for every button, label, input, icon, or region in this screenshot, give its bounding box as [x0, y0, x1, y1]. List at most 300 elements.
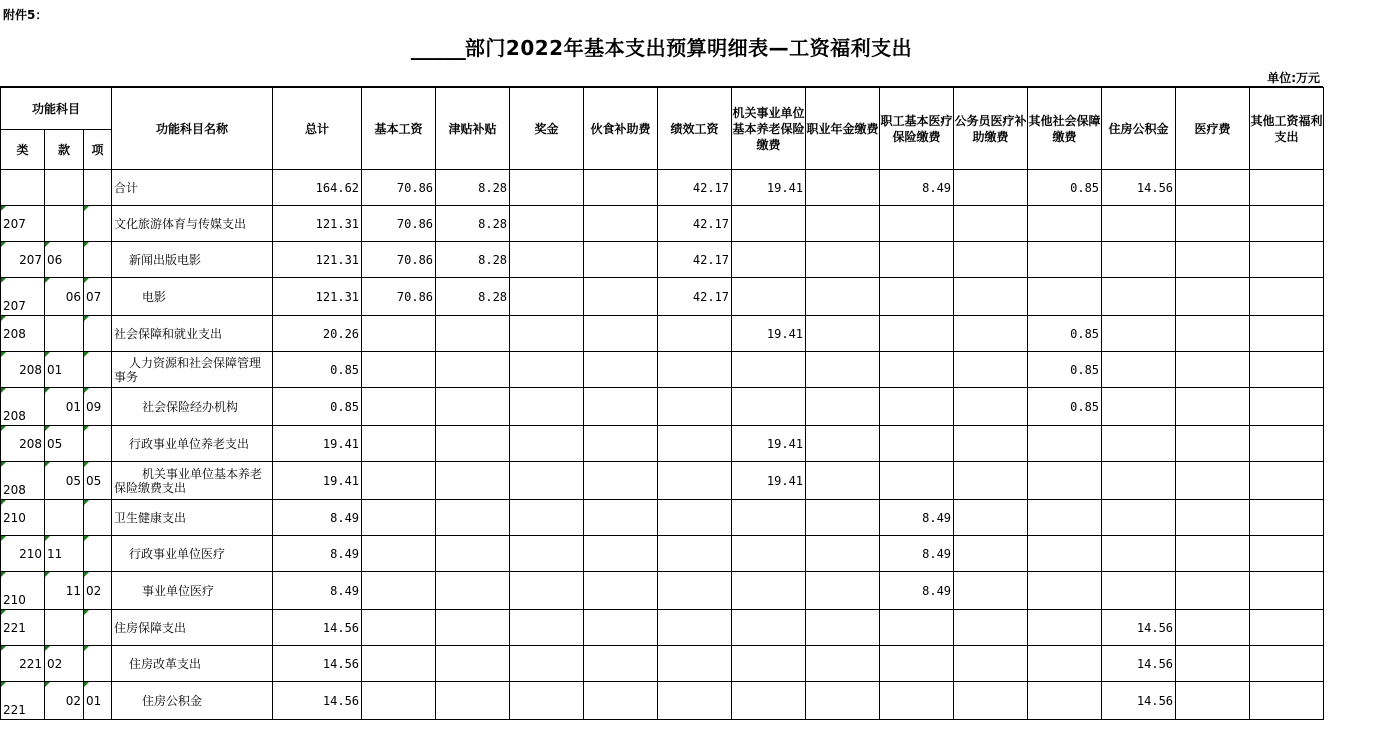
cell-value [1028, 242, 1102, 278]
cell-value [806, 388, 880, 426]
cell-value [1176, 536, 1250, 572]
cell-value [1102, 206, 1176, 242]
cell-value [954, 206, 1028, 242]
text-number-marker [45, 572, 50, 577]
cell-value [436, 426, 510, 462]
cell-xiang [84, 278, 112, 316]
cell-value [954, 170, 1028, 206]
header-xiang: 项 [84, 130, 112, 170]
cell-value [362, 352, 436, 388]
cell-value [1176, 572, 1250, 610]
text-number-marker [84, 352, 89, 357]
cell-value [1176, 206, 1250, 242]
cell-value [1250, 242, 1324, 278]
cell-value [584, 316, 658, 352]
cell-value [806, 462, 880, 500]
cell-value [732, 610, 806, 646]
cell-lei [1, 278, 45, 316]
cell-value: 42.17 [658, 206, 732, 242]
text-number-marker [1, 610, 6, 615]
cell-func-name-text: 行政事业单位养老支出 [129, 436, 250, 451]
header-lei: 类 [1, 130, 45, 170]
cell-func-name [112, 610, 273, 646]
cell-value [954, 536, 1028, 572]
cell-value: 19.41 [273, 462, 362, 500]
cell-value: 164.62 [273, 170, 362, 206]
cell-value [1250, 316, 1324, 352]
cell-func-name-text: 电影 [142, 289, 167, 304]
cell-value: 14.56 [1102, 682, 1176, 720]
cell-kuan-text: 06 [47, 252, 63, 267]
cell-value [658, 462, 732, 500]
cell-value [1250, 388, 1324, 426]
cell-value [510, 242, 584, 278]
cell-value [510, 278, 584, 316]
cell-value [584, 278, 658, 316]
cell-value [584, 426, 658, 462]
cell-func-name [112, 170, 273, 206]
cell-xiang [84, 646, 112, 682]
cell-value: 0.85 [1028, 170, 1102, 206]
table-header [1, 88, 1324, 170]
header-col: 总计 [273, 88, 362, 170]
cell-value [880, 352, 954, 388]
cell-value [1250, 278, 1324, 316]
cell-value [658, 646, 732, 682]
cell-value [1176, 388, 1250, 426]
cell-func-name-text: 行政事业单位医疗 [129, 546, 226, 561]
cell-value [510, 388, 584, 426]
cell-value [1250, 170, 1324, 206]
cell-lei [1, 316, 45, 352]
table-row [1, 426, 1324, 462]
cell-value [1028, 206, 1102, 242]
cell-value [362, 462, 436, 500]
cell-value [806, 682, 880, 720]
cell-value: 0.85 [273, 388, 362, 426]
cell-lei-text: 207 [19, 252, 42, 267]
cell-value [362, 536, 436, 572]
cell-lei-text: 207 [3, 216, 26, 231]
cell-value [436, 536, 510, 572]
cell-value [806, 352, 880, 388]
cell-lei [1, 426, 45, 462]
cell-value [584, 536, 658, 572]
cell-value [806, 426, 880, 462]
header-col: 伙食补助费 [584, 88, 658, 170]
cell-value [954, 352, 1028, 388]
cell-value [1250, 682, 1324, 720]
cell-value [584, 500, 658, 536]
cell-value [880, 278, 954, 316]
cell-value [362, 316, 436, 352]
cell-kuan [45, 388, 84, 426]
cell-value [954, 572, 1028, 610]
text-number-marker [84, 278, 89, 283]
text-number-marker [1, 278, 6, 283]
cell-value: 42.17 [658, 278, 732, 316]
text-number-marker [84, 388, 89, 393]
cell-value [436, 352, 510, 388]
cell-value [436, 388, 510, 426]
cell-value [1176, 170, 1250, 206]
cell-value [1102, 536, 1176, 572]
table-row [1, 462, 1324, 500]
cell-value [1028, 462, 1102, 500]
cell-value [1102, 316, 1176, 352]
attachment-label: 附件5： [3, 8, 48, 22]
text-number-marker [84, 462, 89, 467]
cell-value [584, 462, 658, 500]
cell-value [510, 206, 584, 242]
cell-value [954, 426, 1028, 462]
cell-value [584, 610, 658, 646]
cell-value: 14.56 [1102, 646, 1176, 682]
cell-kuan [45, 426, 84, 462]
text-number-marker [84, 610, 89, 615]
cell-kuan [45, 206, 84, 242]
cell-kuan-text: 06 [65, 289, 81, 304]
cell-func-name [112, 206, 273, 242]
table-row [1, 572, 1324, 610]
cell-value [1028, 682, 1102, 720]
header-col: 其他工资福利支出 [1250, 88, 1324, 170]
cell-xiang [84, 206, 112, 242]
cell-value [732, 242, 806, 278]
text-number-marker [45, 278, 50, 283]
cell-func-name-text: 合计 [114, 180, 139, 195]
cell-kuan [45, 610, 84, 646]
cell-value: 8.28 [436, 170, 510, 206]
text-number-marker [84, 500, 89, 505]
cell-value [732, 278, 806, 316]
cell-value [1102, 426, 1176, 462]
unit-label: 单位:万元 [1267, 71, 1320, 85]
cell-value [510, 536, 584, 572]
text-number-marker [1, 242, 6, 247]
cell-value [1102, 462, 1176, 500]
cell-value [806, 242, 880, 278]
text-number-marker [1, 426, 6, 431]
header-col: 奖金 [510, 88, 584, 170]
table-body [1, 170, 1324, 720]
text-number-marker [84, 646, 89, 651]
cell-value [880, 426, 954, 462]
cell-value: 8.49 [880, 536, 954, 572]
cell-value: 8.28 [436, 242, 510, 278]
cell-xiang-text: 02 [86, 583, 102, 598]
text-number-marker [45, 426, 50, 431]
cell-kuan [45, 278, 84, 316]
cell-func-name [112, 426, 273, 462]
table-row [1, 206, 1324, 242]
cell-value [584, 646, 658, 682]
cell-value [1028, 610, 1102, 646]
text-number-marker [1, 352, 6, 357]
cell-value [1176, 278, 1250, 316]
cell-func-name [112, 646, 273, 682]
cell-value [1176, 646, 1250, 682]
cell-value [362, 572, 436, 610]
cell-kuan [45, 462, 84, 500]
cell-value: 70.86 [362, 206, 436, 242]
cell-func-name [112, 572, 273, 610]
cell-value [584, 206, 658, 242]
cell-value [510, 426, 584, 462]
cell-lei-text: 207 [3, 299, 26, 313]
cell-lei-text: 210 [3, 593, 26, 607]
cell-value [732, 572, 806, 610]
cell-value: 8.49 [273, 536, 362, 572]
cell-value: 8.49 [880, 170, 954, 206]
text-number-marker [45, 462, 50, 467]
cell-value [880, 316, 954, 352]
cell-lei [1, 572, 45, 610]
cell-value [362, 646, 436, 682]
cell-value [658, 500, 732, 536]
cell-value [510, 170, 584, 206]
cell-value [1028, 536, 1102, 572]
cell-xiang-text: 05 [86, 473, 102, 488]
cell-value: 0.85 [1028, 352, 1102, 388]
cell-kuan [45, 352, 84, 388]
cell-value [1028, 500, 1102, 536]
text-number-marker [1, 646, 6, 651]
cell-func-name-text: 文化旅游体育与传媒支出 [114, 216, 247, 231]
cell-value: 8.28 [436, 278, 510, 316]
cell-value [1102, 500, 1176, 536]
cell-value [584, 572, 658, 610]
cell-lei-text: 221 [3, 703, 26, 717]
cell-value [806, 500, 880, 536]
header-col: 住房公积金 [1102, 88, 1176, 170]
cell-kuan [45, 536, 84, 572]
cell-value [1176, 500, 1250, 536]
cell-value [658, 316, 732, 352]
cell-func-name [112, 278, 273, 316]
cell-value [1028, 426, 1102, 462]
cell-value [806, 316, 880, 352]
cell-lei [1, 352, 45, 388]
cell-kuan-text: 11 [47, 546, 63, 561]
cell-value [1250, 500, 1324, 536]
cell-value [510, 610, 584, 646]
cell-func-name [112, 536, 273, 572]
cell-value [1176, 462, 1250, 500]
cell-value [732, 536, 806, 572]
cell-xiang [84, 170, 112, 206]
cell-value [436, 610, 510, 646]
cell-value [1176, 610, 1250, 646]
cell-lei-text: 210 [3, 510, 26, 525]
cell-value [1250, 610, 1324, 646]
table-row [1, 682, 1324, 720]
cell-value: 121.31 [273, 242, 362, 278]
header-col: 职工基本医疗保险缴费 [880, 88, 954, 170]
cell-value: 8.49 [880, 572, 954, 610]
cell-value: 14.56 [273, 610, 362, 646]
cell-xiang [84, 500, 112, 536]
text-number-marker [45, 682, 50, 687]
cell-lei [1, 462, 45, 500]
table-row [1, 536, 1324, 572]
cell-func-name [112, 242, 273, 278]
cell-value: 19.41 [732, 170, 806, 206]
cell-value [1176, 242, 1250, 278]
text-number-marker [1, 500, 6, 505]
cell-value [362, 426, 436, 462]
cell-value [362, 682, 436, 720]
cell-value [1102, 242, 1176, 278]
cell-value [732, 352, 806, 388]
cell-value: 14.56 [1102, 610, 1176, 646]
cell-xiang [84, 352, 112, 388]
cell-value: 121.31 [273, 206, 362, 242]
cell-value [880, 646, 954, 682]
cell-value: 14.56 [273, 682, 362, 720]
cell-value [584, 388, 658, 426]
cell-xiang [84, 242, 112, 278]
cell-value: 19.41 [732, 462, 806, 500]
cell-value [1250, 352, 1324, 388]
cell-value [510, 572, 584, 610]
cell-value: 8.49 [273, 572, 362, 610]
cell-value [880, 610, 954, 646]
text-number-marker [45, 352, 50, 357]
cell-value [1102, 572, 1176, 610]
cell-value [436, 500, 510, 536]
cell-func-name-text: 住房保障支出 [114, 620, 187, 635]
cell-kuan [45, 242, 84, 278]
text-number-marker [1, 462, 6, 467]
cell-kuan-text: 01 [65, 399, 81, 414]
header-col: 其他社会保障缴费 [1028, 88, 1102, 170]
cell-value: 70.86 [362, 242, 436, 278]
cell-xiang [84, 316, 112, 352]
cell-func-name-text: 住房公积金 [142, 693, 203, 708]
cell-kuan-text: 05 [65, 473, 81, 488]
cell-value [436, 316, 510, 352]
cell-value [880, 242, 954, 278]
cell-lei-text: 208 [19, 436, 42, 451]
cell-func-name [112, 500, 273, 536]
cell-value [658, 682, 732, 720]
cell-value: 19.41 [273, 426, 362, 462]
table-row [1, 646, 1324, 682]
cell-value [880, 682, 954, 720]
cell-kuan-text: 05 [47, 436, 63, 451]
cell-value [362, 610, 436, 646]
header-col: 基本工资 [362, 88, 436, 170]
cell-lei-text: 221 [3, 620, 26, 635]
cell-xiang [84, 426, 112, 462]
cell-xiang [84, 536, 112, 572]
cell-value [1176, 316, 1250, 352]
header-func-subject: 功能科目 [1, 88, 112, 130]
cell-lei [1, 206, 45, 242]
cell-value: 19.41 [732, 426, 806, 462]
cell-func-name [112, 682, 273, 720]
cell-lei [1, 646, 45, 682]
cell-value: 70.86 [362, 278, 436, 316]
cell-kuan-text: 02 [47, 656, 63, 671]
cell-lei-text: 210 [19, 546, 42, 561]
cell-value: 121.31 [273, 278, 362, 316]
cell-value [954, 242, 1028, 278]
cell-func-name-text: 社会保障和就业支出 [114, 326, 223, 341]
cell-kuan-text: 11 [65, 583, 81, 598]
cell-value: 70.86 [362, 170, 436, 206]
text-number-marker [45, 388, 50, 393]
cell-xiang [84, 682, 112, 720]
cell-xiang-text: 01 [86, 693, 102, 708]
cell-func-name-text: 卫生健康支出 [114, 510, 187, 525]
table-row [1, 500, 1324, 536]
cell-value [806, 170, 880, 206]
budget-table [0, 87, 1324, 720]
cell-value [1250, 206, 1324, 242]
table-row [1, 242, 1324, 278]
cell-func-name [112, 388, 273, 426]
cell-value [954, 316, 1028, 352]
text-number-marker [1, 682, 6, 687]
cell-lei [1, 610, 45, 646]
cell-value [1250, 646, 1324, 682]
cell-value [1250, 462, 1324, 500]
cell-value [954, 682, 1028, 720]
cell-value [658, 572, 732, 610]
cell-value [436, 682, 510, 720]
cell-kuan [45, 646, 84, 682]
text-number-marker [84, 206, 89, 211]
cell-kuan [45, 682, 84, 720]
header-col: 职业年金缴费 [806, 88, 880, 170]
cell-value [732, 388, 806, 426]
header-col: 公务员医疗补助缴费 [954, 88, 1028, 170]
cell-xiang-text: 09 [86, 399, 102, 414]
cell-func-name-text: 事业单位医疗 [142, 583, 215, 598]
cell-lei-text: 208 [3, 483, 26, 497]
cell-lei-text: 208 [19, 362, 42, 377]
cell-value [658, 536, 732, 572]
cell-value: 0.85 [273, 352, 362, 388]
cell-func-name [112, 316, 273, 352]
table-row [1, 278, 1324, 316]
cell-value [954, 646, 1028, 682]
cell-lei [1, 170, 45, 206]
cell-lei [1, 388, 45, 426]
table-row [1, 316, 1324, 352]
cell-func-name [112, 462, 273, 500]
cell-value [584, 682, 658, 720]
header-func-name: 功能科目名称 [112, 88, 273, 170]
cell-func-name-text: 社会保险经办机构 [142, 399, 239, 414]
cell-value [1028, 278, 1102, 316]
cell-xiang [84, 572, 112, 610]
cell-value: 20.26 [273, 316, 362, 352]
cell-value: 14.56 [273, 646, 362, 682]
cell-value [880, 388, 954, 426]
cell-func-name-text: 住房改革支出 [129, 656, 202, 671]
cell-value: 19.41 [732, 316, 806, 352]
cell-value [880, 462, 954, 500]
cell-value [584, 352, 658, 388]
cell-value [954, 388, 1028, 426]
text-number-marker [1, 572, 6, 577]
cell-value [732, 500, 806, 536]
cell-value: 0.85 [1028, 316, 1102, 352]
cell-value [510, 316, 584, 352]
